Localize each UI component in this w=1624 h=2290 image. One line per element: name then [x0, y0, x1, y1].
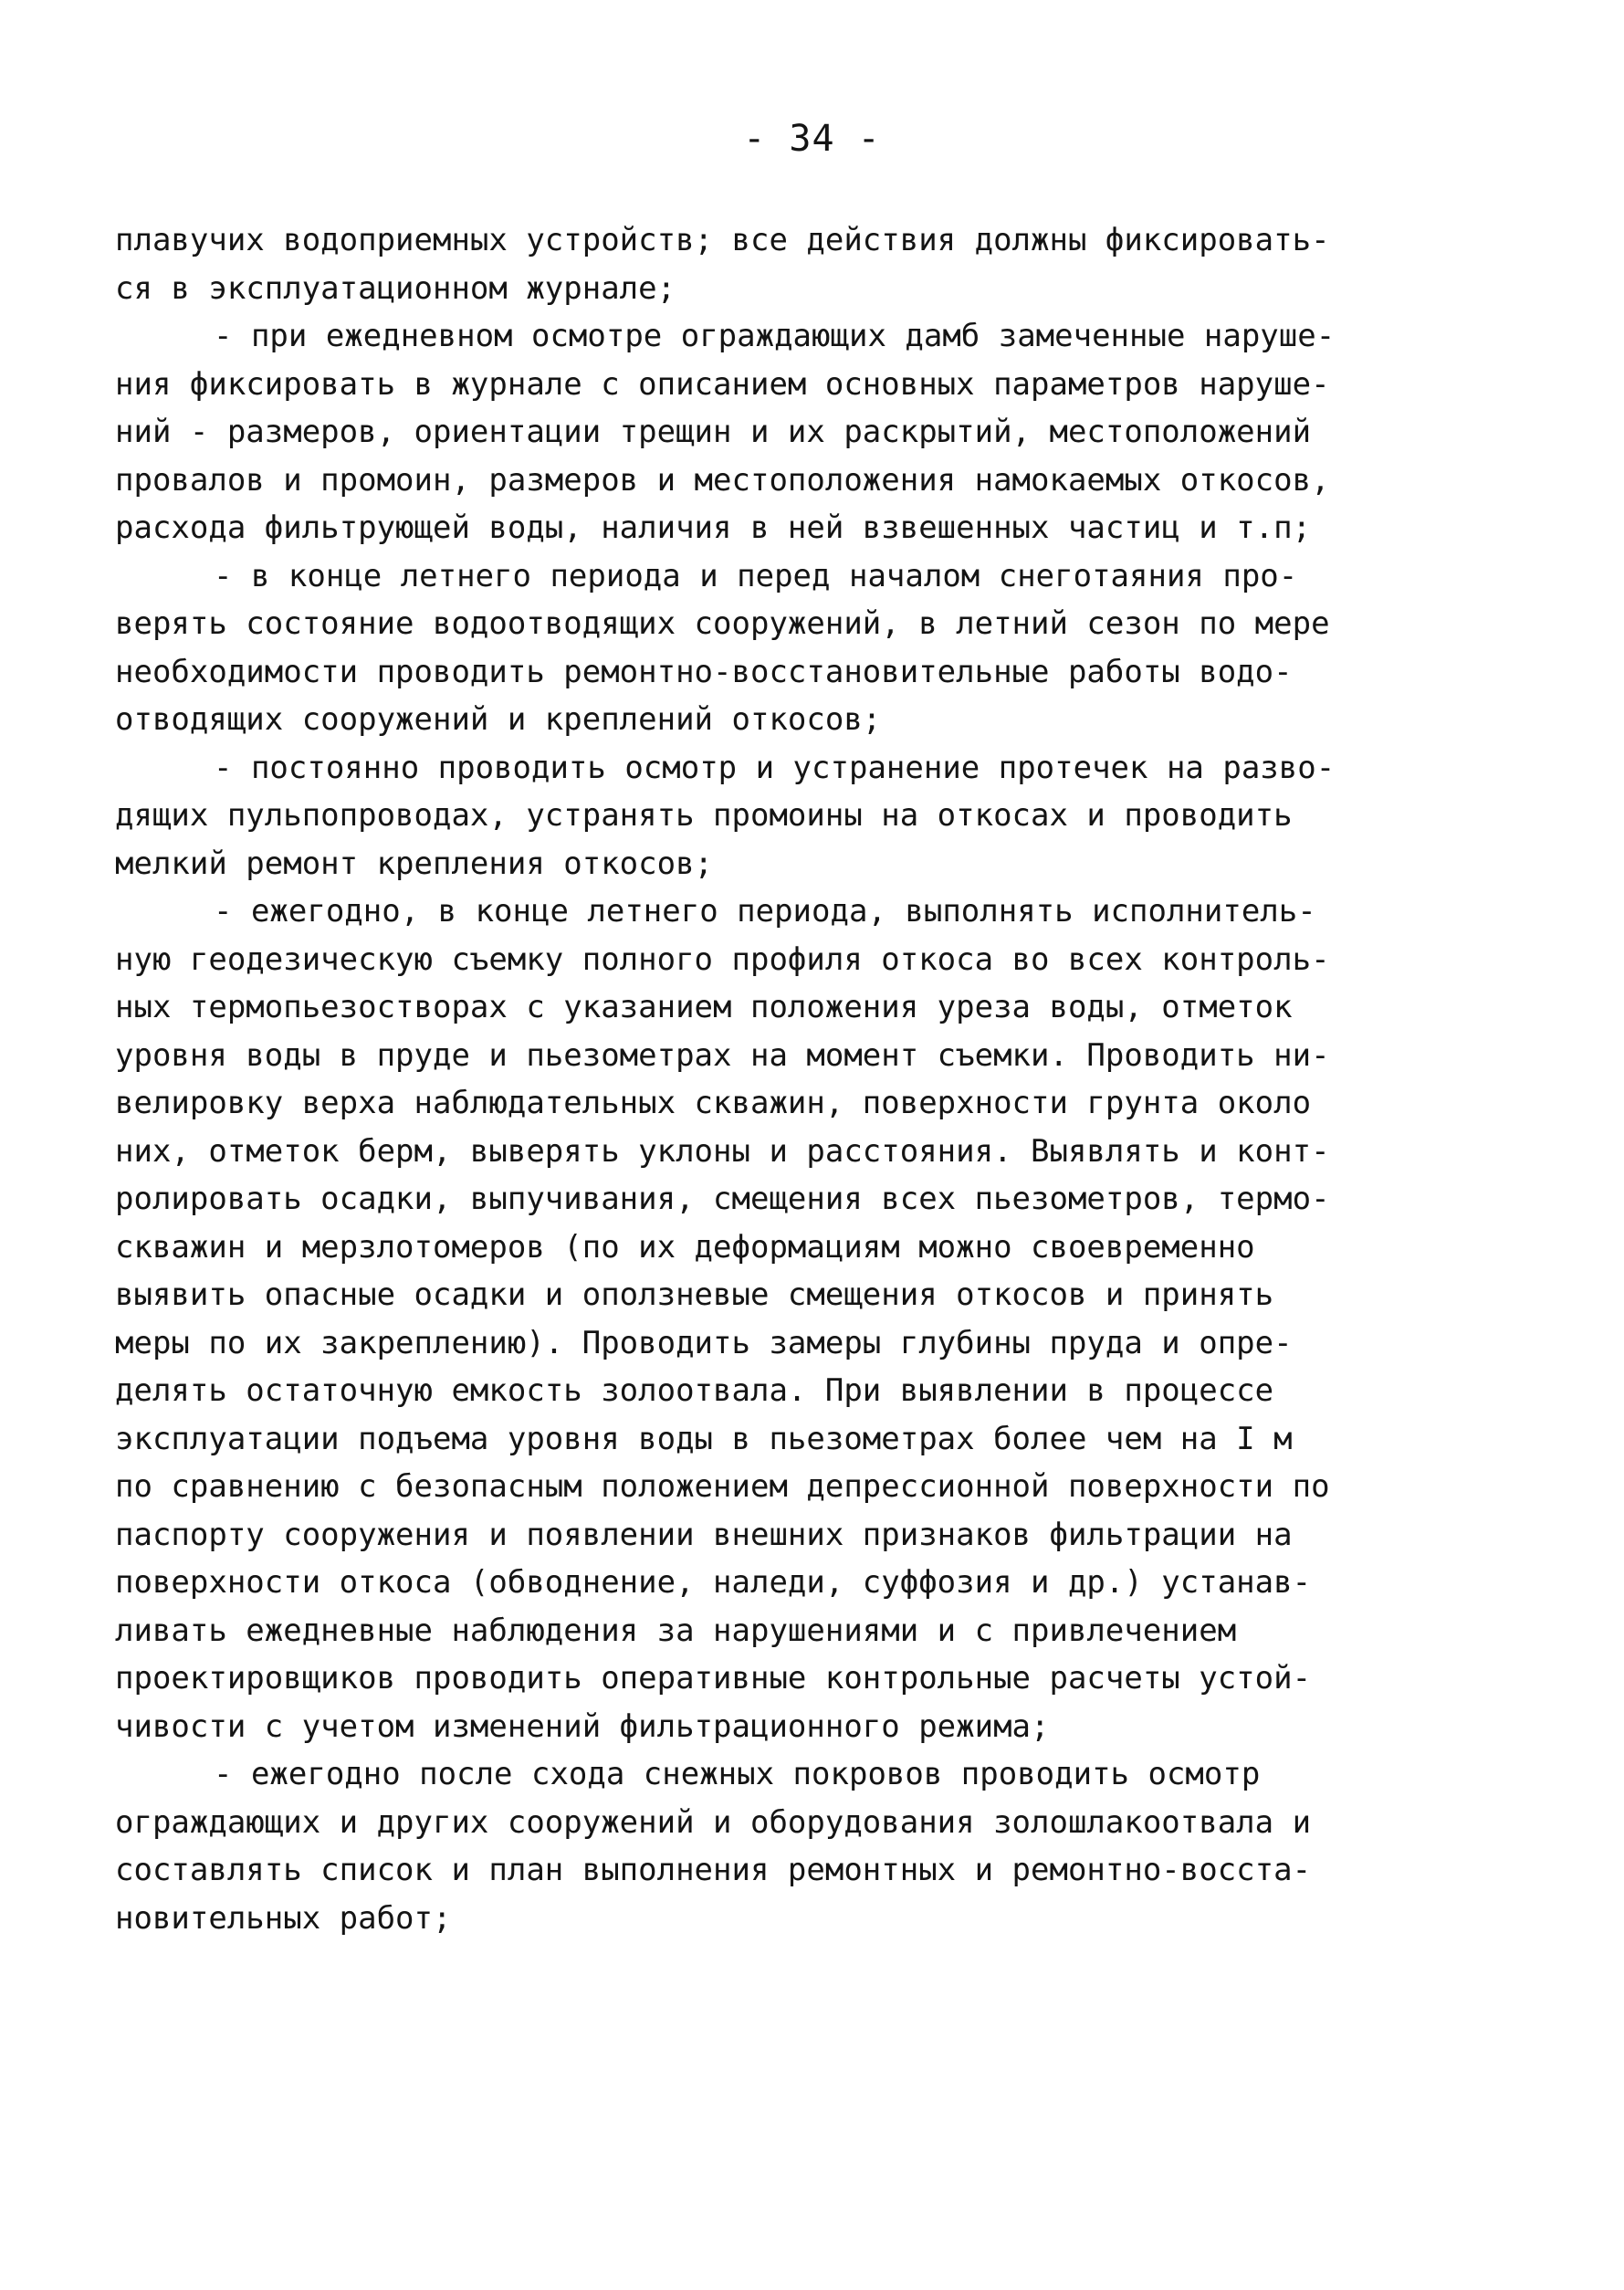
text-line: проектировщиков проводить оперативные контрольные расчеты устой-: [115, 1660, 1312, 1696]
text-line: - ежегодно после схода снежных покровов проводить осмотр: [214, 1756, 1261, 1792]
text-line: плавучих водоприемных устройств; все действия должны фиксировать-: [115, 222, 1330, 258]
text-line: ний - размеров, ориентации трещин и их раскрытий, местоположений: [115, 414, 1312, 450]
text-line: необходимости проводить ремонтно-восстановительные работы водо-: [115, 653, 1293, 690]
text-line: них, отметок берм, выверять уклоны и расстояния. Выявлять и конт-: [115, 1132, 1330, 1170]
text-line: делять остаточную емкость золоотвала. При выявлении в процессе: [115, 1372, 1274, 1409]
text-line: паспорту сооружения и появлении внешних признаков фильтрации на: [115, 1516, 1293, 1553]
text-line: дящих пульпопроводах, устранять промоины на откосах и проводить: [115, 797, 1293, 834]
text-line: ных термопьезостворах с указанием положения уреза воды, отметок: [115, 989, 1293, 1025]
text-line: скважин и мерзлотомеров (по их деформациям можно своевременно: [115, 1228, 1255, 1266]
text-line: ния фиксировать в журнале с описанием основных параметров наруше-: [115, 365, 1330, 403]
text-line: - в конце летнего периода и перед началом снеготаяния про-: [214, 557, 1298, 594]
text-line: велировку верха наблюдательных скважин, поверхности грунта около: [115, 1085, 1312, 1121]
text-line: меры по их закреплению). Проводить замеры глубины пруда и опре-: [115, 1324, 1293, 1361]
text-line: мелкий ремонт крепления откосов;: [115, 845, 714, 882]
text-line: - постоянно проводить осмотр и устранение протечек на разво-: [214, 749, 1336, 786]
text-line: по сравнению с безопасным положением депрессионной поверхности по: [115, 1468, 1330, 1505]
text-line: ограждающих и других сооружений и оборудования золошлакоотвала и: [115, 1803, 1312, 1841]
text-line: ливать ежедневные наблюдения за нарушениями и с привлечением: [115, 1612, 1237, 1649]
text-line: ся в эксплуатационном журнале;: [115, 269, 676, 307]
page-number: - 34 -: [743, 118, 881, 160]
text-line: верять состояние водоотводящих сооружений, в летний сезон по мере: [115, 605, 1330, 642]
text-line: чивости с учетом изменений фильтрационного режима;: [115, 1707, 1050, 1745]
text-line: отводящих сооружений и креплений откосов;: [115, 701, 882, 738]
text-line: составлять список и план выполнения ремонтных и ремонтно-восста-: [115, 1852, 1312, 1888]
text-line: ную геодезическую съемку полного профиля откоса во всех контроль-: [115, 940, 1330, 978]
text-line: новительных работ;: [115, 1899, 452, 1937]
body-text: [115, 216, 1411, 1942]
text-line: - ежегодно, в конце летнего периода, выполнять исполнитель-: [214, 893, 1316, 930]
text-line: провалов и промоин, размеров и местоположения намокаемых откосов,: [115, 461, 1330, 499]
text-line: ролировать осадки, выпучивания, смещения всех пьезометров, термо-: [115, 1181, 1330, 1217]
text-line: поверхности откоса (обводнение, наледи, суффозия и др.) устанав-: [115, 1564, 1312, 1601]
text-line: эксплуатации подъема уровня воды в пьезометрах более чем на I м: [115, 1420, 1293, 1457]
text-line: уровня воды в пруде и пьезометрах на момент съемки. Проводить ни-: [115, 1036, 1330, 1074]
text-line: выявить опасные осадки и оползневые смещения откосов и принять: [115, 1276, 1274, 1313]
text-line: расхода фильтрующей воды, наличия в ней взвешенных частиц и т.п;: [115, 509, 1312, 546]
text-line: - при ежедневном осмотре ограждающих дамб замеченные наруше-: [214, 318, 1336, 354]
